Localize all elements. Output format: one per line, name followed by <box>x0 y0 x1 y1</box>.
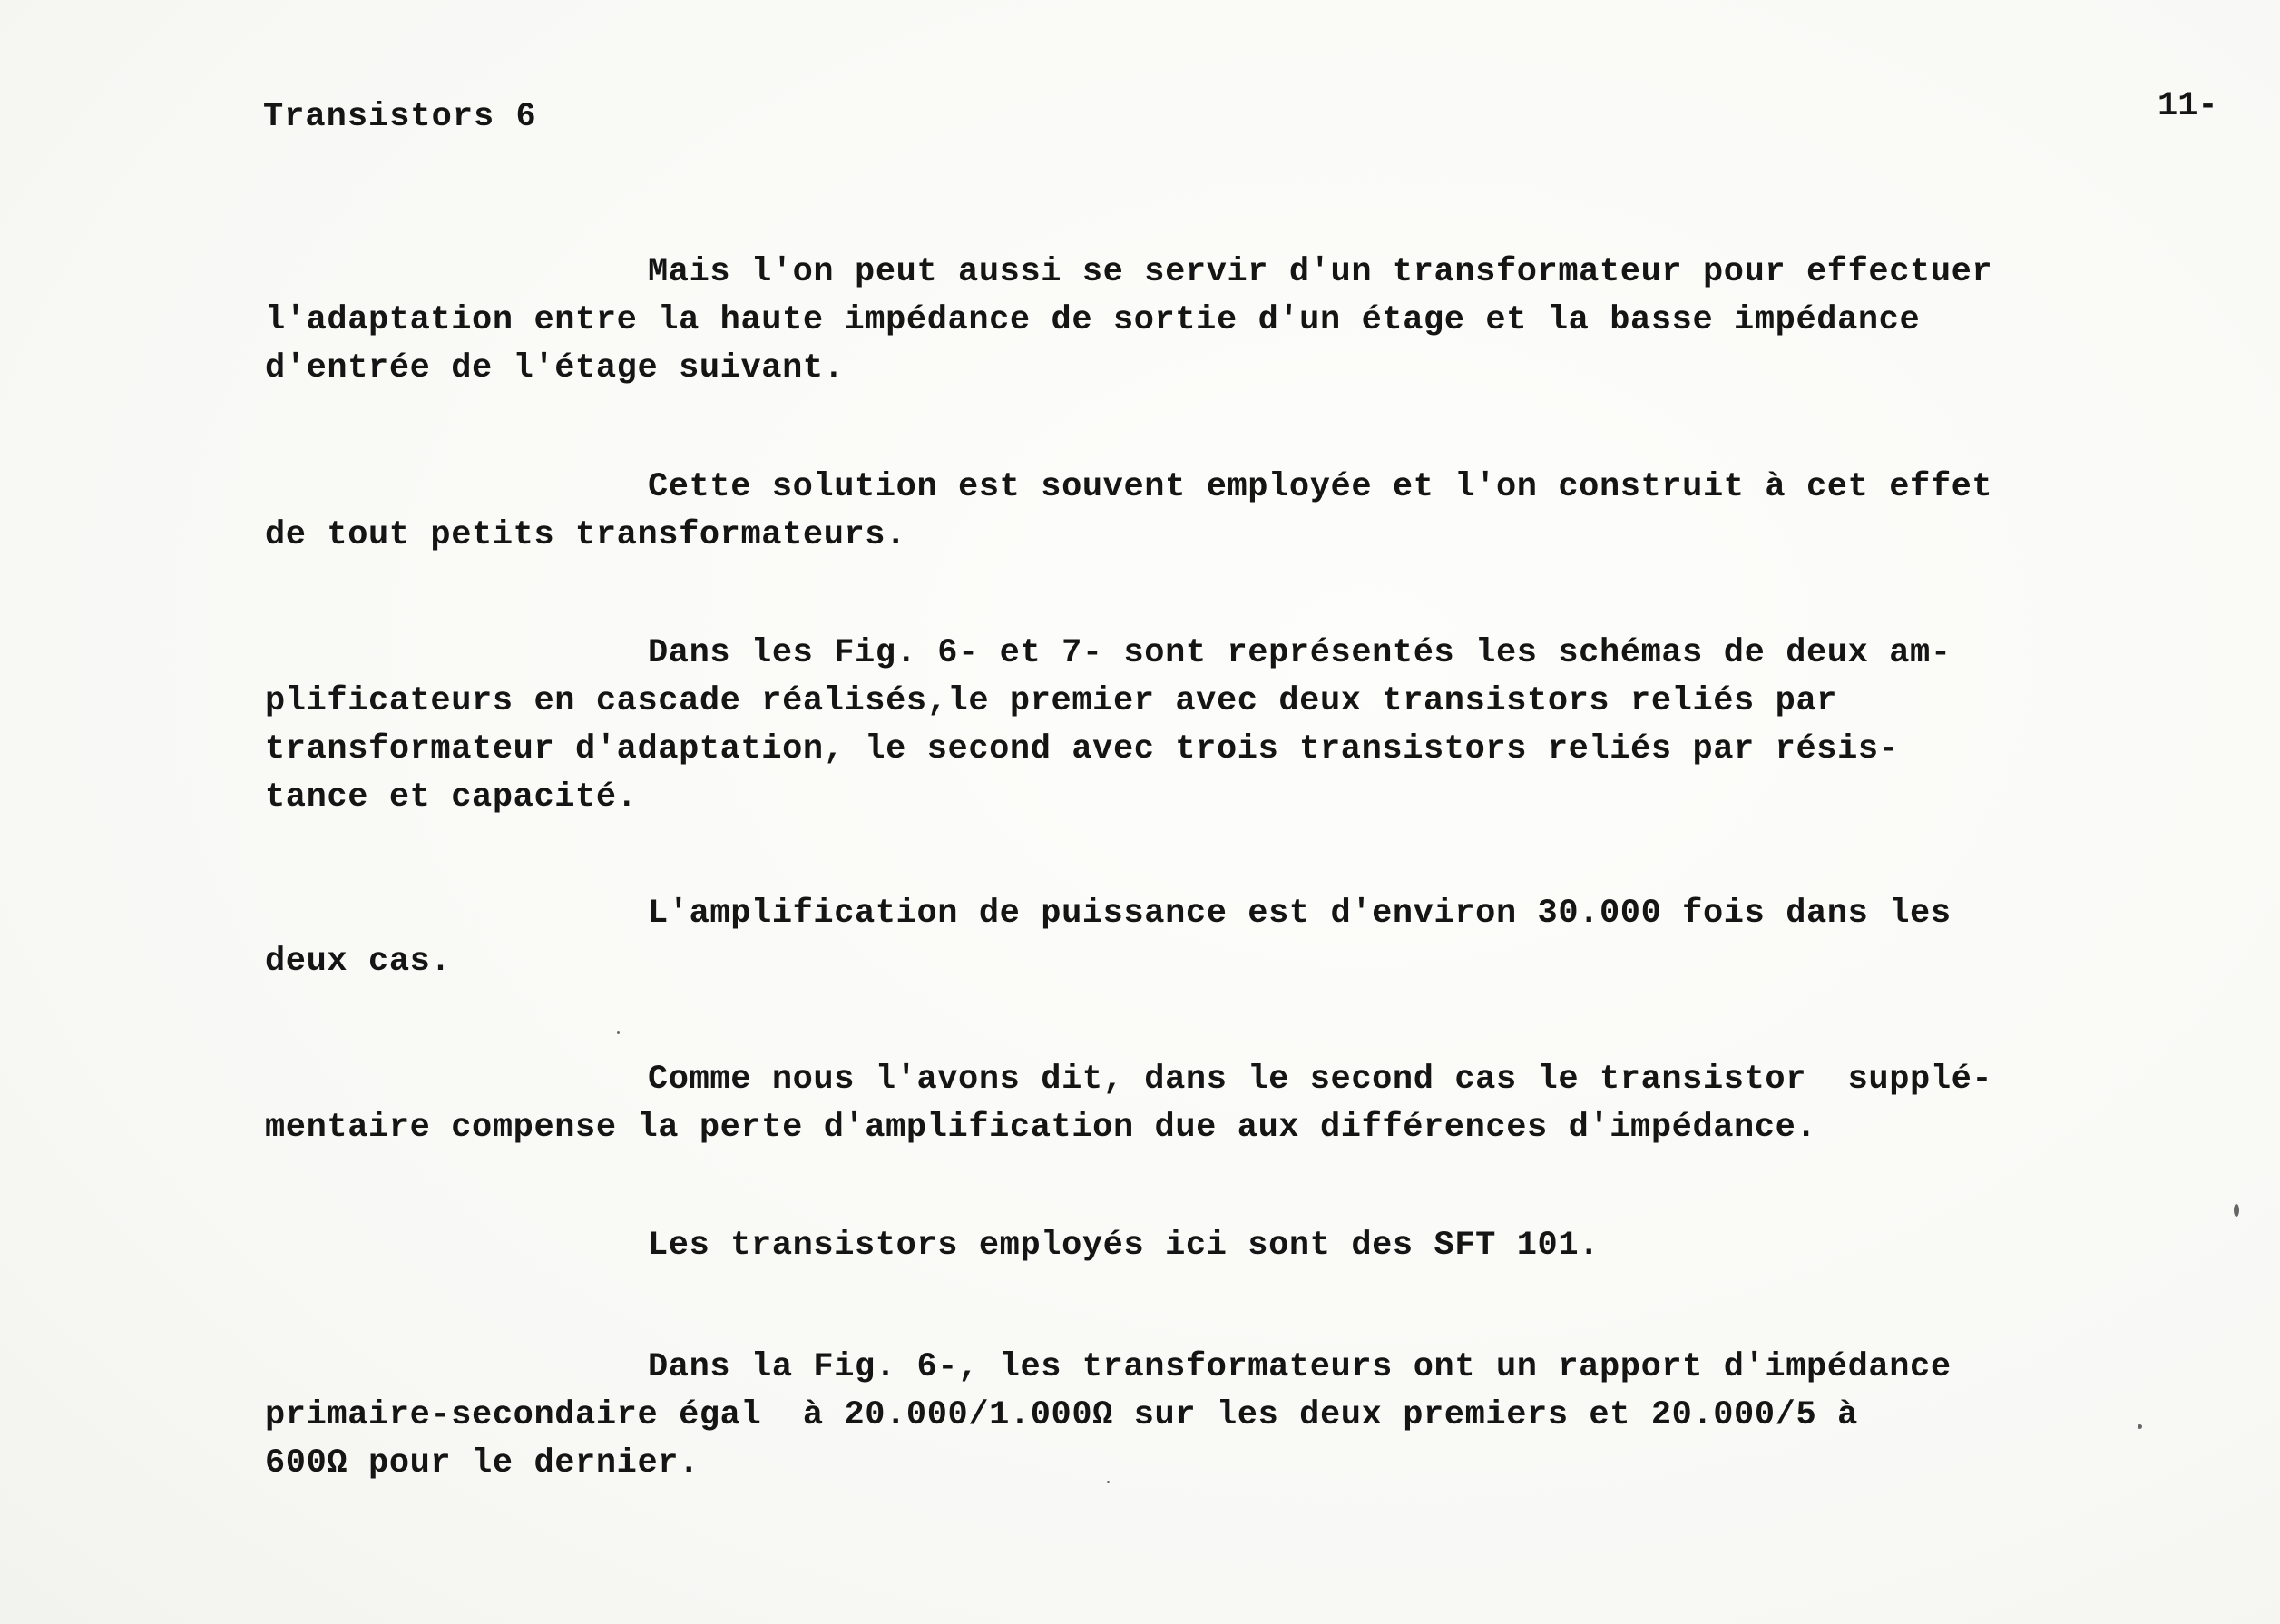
scan-speck <box>1107 1481 1110 1483</box>
paragraph-line: Dans les Fig. 6- et 7- sont représentés les schémas de deux am- <box>648 634 1952 672</box>
paragraph-line: d'entrée de l'étage suivant. <box>265 349 845 387</box>
paragraph-line: de tout petits transformateurs. <box>265 516 906 554</box>
paragraph-line: plificateurs en cascade réalisés,le premier avec deux transistors reliés par <box>265 682 1838 720</box>
paragraph-line: l'adaptation entre la haute impédance de sortie d'un étage et la basse impédance <box>265 301 1921 339</box>
paragraph-line: Comme nous l'avons dit, dans le second cas le transistor supplé- <box>648 1061 1993 1099</box>
paragraph-impedance-ratio <box>265 1344 1952 1488</box>
paragraph-line: Dans la Fig. 6-, les transformateurs ont un rapport d'impédance <box>648 1348 1952 1386</box>
paragraph-line: deux cas. <box>265 943 452 981</box>
paragraph-small-transformers <box>265 464 1992 560</box>
paragraph-transistor-type <box>265 1222 1600 1270</box>
paragraph-line: primaire-secondaire égal à 20.000/1.000Ω sur les deux premiers et 20.000/5 à <box>265 1396 1858 1434</box>
paragraph-transformer-adaptation <box>265 249 1992 393</box>
page-number: 11- <box>2158 87 2218 125</box>
paragraph-figures-description <box>265 630 1952 822</box>
paragraph-line: Mais l'on peut aussi se servir d'un transformateur pour effectuer <box>648 253 1993 291</box>
paragraph-power-amplification <box>265 890 1952 986</box>
scan-speck <box>2234 1204 2239 1217</box>
paragraph-line: mentaire compense la perte d'amplification due aux différences d'impédance. <box>265 1109 1817 1147</box>
paragraph-line: tance et capacité. <box>265 778 638 817</box>
scan-speck <box>2138 1424 2142 1429</box>
paragraph-extra-transistor <box>265 1056 1992 1152</box>
paragraph-line: Les transistors employés ici sont des SFT 101. <box>648 1227 1600 1265</box>
scan-speck <box>617 1031 620 1034</box>
paragraph-line: 600Ω pour le dernier. <box>265 1444 700 1482</box>
running-header-title: Transistors 6 <box>263 98 537 136</box>
paragraph-line: Cette solution est souvent employée et l'on construit à cet effet <box>648 468 1993 506</box>
paragraph-line: transformateur d'adaptation, le second avec trois transistors reliés par résis- <box>265 730 1900 768</box>
paragraph-line: L'amplification de puissance est d'environ 30.000 fois dans les <box>648 895 1952 933</box>
